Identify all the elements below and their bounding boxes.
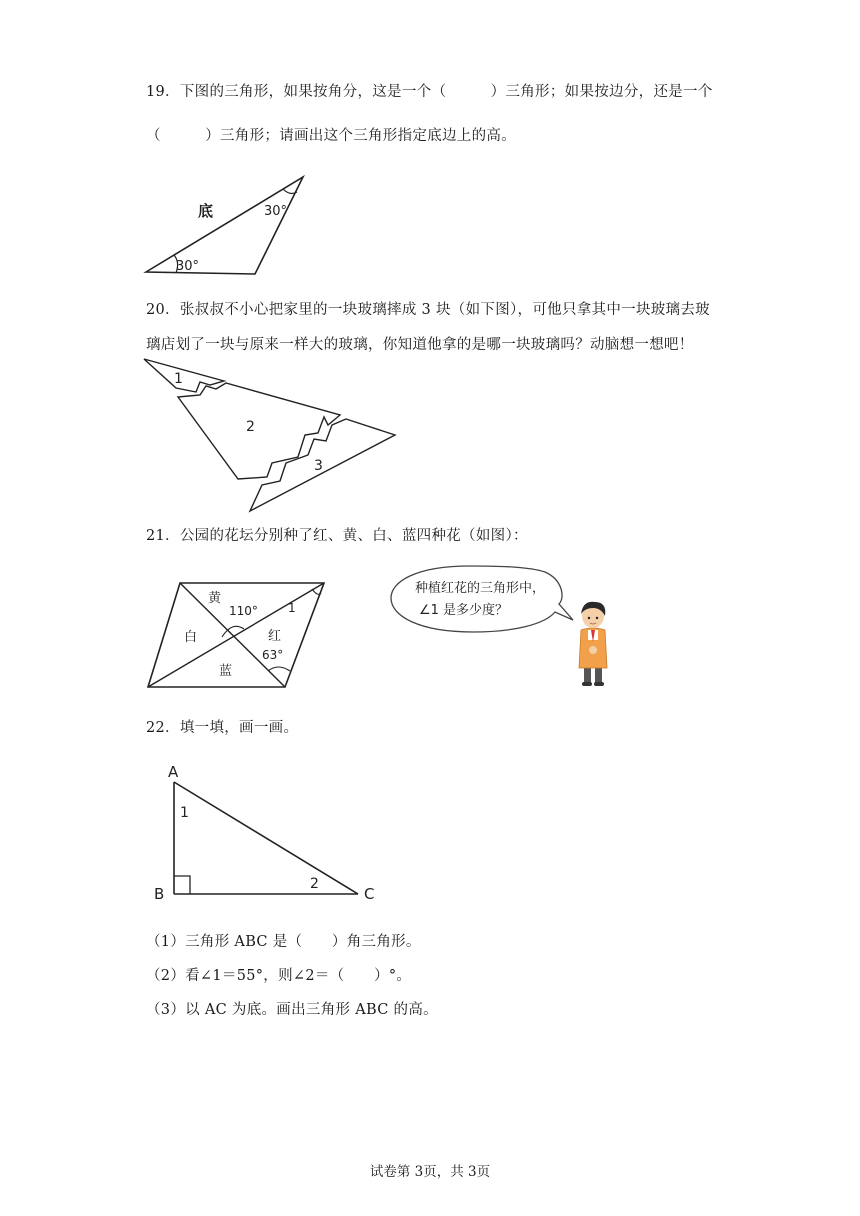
q21-angle-arc-red bbox=[268, 667, 290, 671]
q19-line1: 19．下图的三角形，如果按角分，这是一个（ ）三角形；如果按边分，还是一个 bbox=[146, 84, 713, 100]
q19-angle-arc-top bbox=[283, 189, 297, 193]
q22-vertex-C: C bbox=[364, 885, 375, 903]
q21-bubble-line2: ∠1 是多少度？ bbox=[419, 603, 509, 618]
q22-sub2: （2）看∠1＝55°，则∠2＝（ ）°。 bbox=[146, 968, 412, 984]
q22-angle-2: 2 bbox=[310, 876, 319, 892]
q19-triangle bbox=[146, 177, 303, 274]
q21-blue-label: 蓝 bbox=[219, 664, 233, 679]
q19-angle-top-label: 30° bbox=[264, 204, 288, 219]
q22-sub1: （1）三角形 ABC 是（ ）角三角形。 bbox=[146, 934, 421, 950]
q21-speech-bubble bbox=[385, 560, 580, 640]
q21-center-angle-label: 110° bbox=[229, 604, 258, 618]
boy-illustration bbox=[571, 596, 615, 688]
q21-red-angle-label: 63° bbox=[262, 648, 284, 662]
q21-red-label: 红 bbox=[268, 629, 282, 644]
q20-glass-figure bbox=[140, 355, 400, 515]
q22-side-AC bbox=[174, 782, 358, 894]
q22-vertex-B: B bbox=[154, 885, 165, 903]
q21-angle-one-label: 1 bbox=[288, 601, 296, 615]
q19-base-label: 底 bbox=[198, 202, 214, 220]
q21-line1: 21．公园的花坛分别种了红、黄、白、蓝四种花（如图）： bbox=[146, 528, 528, 544]
q22-triangle-figure bbox=[150, 762, 390, 904]
page-footer: 试卷第 3页，共 3页 bbox=[369, 1164, 491, 1180]
q19-triangle-figure bbox=[140, 170, 320, 280]
q22-title: 22．填一填，画一画。 bbox=[146, 720, 299, 736]
q22-sub3: （3）以 AC 为底。画出三角形 ABC 的高。 bbox=[146, 1002, 438, 1018]
q21-white-label: 白 bbox=[184, 630, 198, 645]
q19-line2: （ ）三角形；请画出这个三角形指定底边上的高。 bbox=[146, 128, 516, 144]
q20-piece-3-label: 3 bbox=[314, 458, 323, 474]
q20-line1: 20．张叔叔不小心把家里的一块玻璃摔成 3 块（如下图），可他只拿其中一块玻璃去玻 bbox=[146, 302, 710, 318]
q21-bubble-line1: 种植红花的三角形中， bbox=[415, 581, 546, 596]
q20-piece-1 bbox=[144, 359, 224, 392]
q21-flowerbed-figure bbox=[140, 575, 340, 695]
q20-line2: 璃店划了一块与原来一样大的玻璃，你知道他拿的是哪一块玻璃吗？动脑想一想吧！ bbox=[146, 337, 694, 353]
q22-angle-1: 1 bbox=[180, 805, 189, 821]
q20-piece-2-label: 2 bbox=[246, 419, 255, 435]
q19-angle-left-label: 30° bbox=[176, 259, 200, 274]
q22-vertex-A: A bbox=[168, 763, 179, 781]
q21-yellow-label: 黄 bbox=[208, 591, 222, 606]
q22-right-angle-mark bbox=[174, 876, 190, 894]
q20-piece-1-label: 1 bbox=[174, 371, 183, 387]
